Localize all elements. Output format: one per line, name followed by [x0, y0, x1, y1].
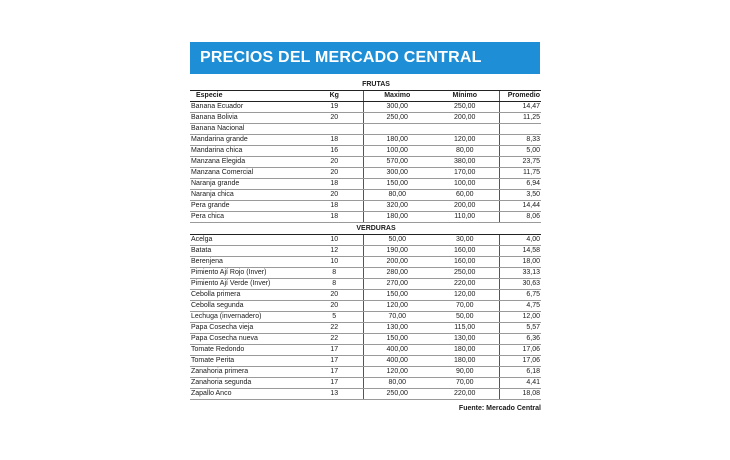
- source-note: Fuente: Mercado Central: [458, 405, 541, 412]
- cell-especie: Banana Bolivia: [190, 113, 306, 124]
- cell-kg: 20: [306, 190, 363, 201]
- cell-especie: Mandarina grande: [190, 135, 306, 146]
- cell-minimo: 30,00: [431, 235, 499, 246]
- cell-maximo: 250,00: [363, 113, 431, 124]
- cell-promedio: 18,00: [499, 257, 541, 268]
- cell-kg: [306, 124, 363, 135]
- cell-maximo: 190,00: [363, 246, 431, 257]
- cell-promedio: 8,33: [499, 135, 541, 146]
- cell-especie: Zanahoria primera: [190, 367, 306, 378]
- cell-maximo: 150,00: [363, 290, 431, 301]
- cell-kg: 13: [306, 389, 363, 400]
- cell-kg: 17: [306, 378, 363, 389]
- cell-maximo: 300,00: [363, 168, 431, 179]
- cell-especie: Manzana Elegida: [190, 157, 306, 168]
- cell-minimo: 180,00: [431, 345, 499, 356]
- cell-minimo: [431, 124, 499, 135]
- table-row: [190, 179, 541, 190]
- column-header-especie: Especie: [190, 91, 306, 102]
- table-row: [190, 212, 541, 223]
- cell-promedio: 5,00: [499, 146, 541, 157]
- cell-kg: 8: [306, 268, 363, 279]
- cell-promedio: 17,06: [499, 356, 541, 367]
- cell-maximo: [363, 124, 431, 135]
- cell-maximo: 320,00: [363, 201, 431, 212]
- cell-minimo: 115,00: [431, 323, 499, 334]
- cell-especie: Pimiento Ají Verde (Inver): [190, 279, 306, 290]
- cell-maximo: 130,00: [363, 323, 431, 334]
- cell-especie: Pera chica: [190, 212, 306, 223]
- cell-minimo: 160,00: [431, 257, 499, 268]
- cell-minimo: 170,00: [431, 168, 499, 179]
- page-title: PRECIOS DEL MERCADO CENTRAL: [190, 42, 540, 74]
- cell-kg: 18: [306, 135, 363, 146]
- cell-especie: Tomate Redondo: [190, 345, 306, 356]
- cell-kg: 5: [306, 312, 363, 323]
- table-row: [190, 356, 541, 367]
- cell-kg: 19: [306, 102, 363, 113]
- cell-especie: Pera grande: [190, 201, 306, 212]
- cell-promedio: 6,36: [499, 334, 541, 345]
- cell-maximo: 400,00: [363, 345, 431, 356]
- price-table-body: [190, 79, 541, 400]
- table-row: [190, 345, 541, 356]
- cell-especie: Naranja chica: [190, 190, 306, 201]
- cell-maximo: 80,00: [363, 378, 431, 389]
- cell-minimo: 110,00: [431, 212, 499, 223]
- table-row: [190, 146, 541, 157]
- cell-promedio: 18,08: [499, 389, 541, 400]
- cell-minimo: 120,00: [431, 135, 499, 146]
- table-row: [190, 301, 541, 312]
- cell-promedio: [499, 124, 541, 135]
- cell-maximo: 150,00: [363, 179, 431, 190]
- cell-maximo: 180,00: [363, 212, 431, 223]
- table-row: [190, 323, 541, 334]
- cell-promedio: 8,06: [499, 212, 541, 223]
- cell-maximo: 300,00: [363, 102, 431, 113]
- cell-promedio: 4,41: [499, 378, 541, 389]
- section-label: FRUTAS: [190, 79, 541, 91]
- cell-minimo: 120,00: [431, 290, 499, 301]
- cell-especie: Zapallo Anco: [190, 389, 306, 400]
- section-header-frutas: [190, 79, 541, 91]
- cell-minimo: 220,00: [431, 389, 499, 400]
- cell-especie: Berenjena: [190, 257, 306, 268]
- cell-promedio: 33,13: [499, 268, 541, 279]
- cell-maximo: 100,00: [363, 146, 431, 157]
- cell-promedio: 6,18: [499, 367, 541, 378]
- cell-minimo: 100,00: [431, 179, 499, 190]
- cell-promedio: 23,75: [499, 157, 541, 168]
- table-row: [190, 378, 541, 389]
- cell-minimo: 200,00: [431, 201, 499, 212]
- cell-kg: 20: [306, 168, 363, 179]
- cell-minimo: 180,00: [431, 356, 499, 367]
- section-header-verduras: [190, 223, 541, 235]
- cell-especie: Lechuga (invernadero): [190, 312, 306, 323]
- cell-kg: 20: [306, 301, 363, 312]
- table-row: [190, 268, 541, 279]
- cell-minimo: 160,00: [431, 246, 499, 257]
- table-row: [190, 168, 541, 179]
- cell-promedio: 4,75: [499, 301, 541, 312]
- cell-promedio: 11,75: [499, 168, 541, 179]
- cell-especie: Batata: [190, 246, 306, 257]
- cell-especie: Pimiento Ají Rojo (Inver): [190, 268, 306, 279]
- cell-promedio: 14,47: [499, 102, 541, 113]
- cell-promedio: 3,50: [499, 190, 541, 201]
- cell-maximo: 120,00: [363, 367, 431, 378]
- cell-promedio: 12,00: [499, 312, 541, 323]
- cell-kg: 22: [306, 323, 363, 334]
- cell-kg: 10: [306, 235, 363, 246]
- table-row: [190, 102, 541, 113]
- table-row: [190, 257, 541, 268]
- cell-kg: 22: [306, 334, 363, 345]
- column-header-maximo: Maximo: [363, 91, 431, 102]
- cell-maximo: 400,00: [363, 356, 431, 367]
- table-row: [190, 190, 541, 201]
- cell-minimo: 130,00: [431, 334, 499, 345]
- table-row: [190, 279, 541, 290]
- cell-kg: 18: [306, 201, 363, 212]
- column-header-kg: Kg: [306, 91, 363, 102]
- cell-minimo: 250,00: [431, 268, 499, 279]
- cell-kg: 20: [306, 113, 363, 124]
- cell-minimo: 380,00: [431, 157, 499, 168]
- cell-kg: 17: [306, 367, 363, 378]
- cell-especie: Papa Cosecha nueva: [190, 334, 306, 345]
- cell-kg: 12: [306, 246, 363, 257]
- cell-maximo: 80,00: [363, 190, 431, 201]
- table-row: [190, 235, 541, 246]
- cell-promedio: 6,94: [499, 179, 541, 190]
- cell-kg: 8: [306, 279, 363, 290]
- cell-kg: 20: [306, 290, 363, 301]
- cell-minimo: 250,00: [431, 102, 499, 113]
- cell-promedio: 14,58: [499, 246, 541, 257]
- cell-kg: 17: [306, 356, 363, 367]
- column-header-row: [190, 91, 541, 102]
- cell-minimo: 70,00: [431, 378, 499, 389]
- column-header-promedio: Promedio: [499, 91, 541, 102]
- cell-promedio: 5,57: [499, 323, 541, 334]
- cell-minimo: 90,00: [431, 367, 499, 378]
- table-row: [190, 312, 541, 323]
- cell-minimo: 200,00: [431, 113, 499, 124]
- cell-especie: Cebolla segunda: [190, 301, 306, 312]
- cell-especie: Banana Ecuador: [190, 102, 306, 113]
- table-row: [190, 290, 541, 301]
- cell-especie: Zanahoria segunda: [190, 378, 306, 389]
- column-header-minimo: Mínimo: [431, 91, 499, 102]
- table-row: [190, 113, 541, 124]
- section-label: VERDURAS: [190, 223, 541, 235]
- cell-maximo: 200,00: [363, 257, 431, 268]
- cell-maximo: 150,00: [363, 334, 431, 345]
- table-row: [190, 124, 541, 135]
- cell-especie: Naranja grande: [190, 179, 306, 190]
- cell-maximo: 50,00: [363, 235, 431, 246]
- table-row: [190, 389, 541, 400]
- cell-maximo: 180,00: [363, 135, 431, 146]
- cell-kg: 10: [306, 257, 363, 268]
- cell-kg: 18: [306, 179, 363, 190]
- cell-maximo: 280,00: [363, 268, 431, 279]
- cell-kg: 17: [306, 345, 363, 356]
- cell-especie: Banana Nacional: [190, 124, 306, 135]
- cell-minimo: 80,00: [431, 146, 499, 157]
- cell-promedio: 30,63: [499, 279, 541, 290]
- cell-promedio: 4,00: [499, 235, 541, 246]
- price-table: [190, 79, 541, 400]
- table-row: [190, 201, 541, 212]
- cell-maximo: 270,00: [363, 279, 431, 290]
- cell-promedio: 17,06: [499, 345, 541, 356]
- table-row: [190, 157, 541, 168]
- table-row: [190, 246, 541, 257]
- cell-minimo: 50,00: [431, 312, 499, 323]
- cell-minimo: 70,00: [431, 301, 499, 312]
- cell-minimo: 220,00: [431, 279, 499, 290]
- price-table-container: [190, 79, 541, 400]
- cell-especie: Mandarina chica: [190, 146, 306, 157]
- cell-maximo: 570,00: [363, 157, 431, 168]
- cell-minimo: 60,00: [431, 190, 499, 201]
- cell-especie: Cebolla primera: [190, 290, 306, 301]
- cell-promedio: 6,75: [499, 290, 541, 301]
- table-row: [190, 367, 541, 378]
- cell-maximo: 250,00: [363, 389, 431, 400]
- cell-promedio: 11,25: [499, 113, 541, 124]
- cell-especie: Papa Cosecha vieja: [190, 323, 306, 334]
- cell-kg: 20: [306, 157, 363, 168]
- cell-promedio: 14,44: [499, 201, 541, 212]
- cell-especie: Manzana Comercial: [190, 168, 306, 179]
- cell-kg: 16: [306, 146, 363, 157]
- cell-especie: Acelga: [190, 235, 306, 246]
- table-row: [190, 334, 541, 345]
- cell-maximo: 70,00: [363, 312, 431, 323]
- cell-especie: Tomate Perita: [190, 356, 306, 367]
- table-row: [190, 135, 541, 146]
- cell-kg: 18: [306, 212, 363, 223]
- cell-maximo: 120,00: [363, 301, 431, 312]
